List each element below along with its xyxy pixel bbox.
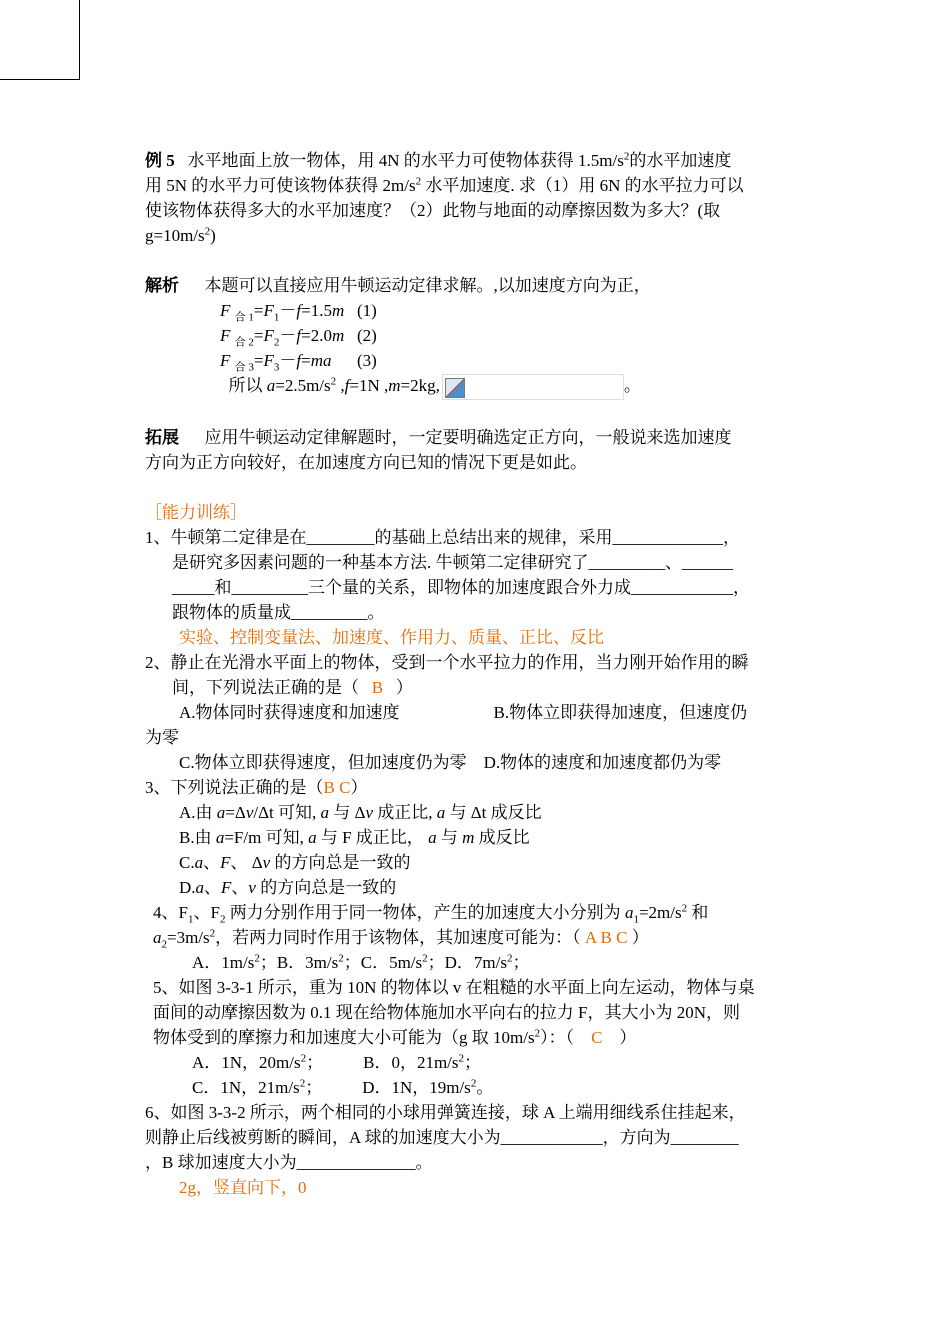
q5-line-3: 物体受到的摩擦力和加速度大小可能为（g 取 $10m/s^2$）：（ C ）: [153, 1027, 637, 1048]
example-5-line-1: 例 5 水平地面上放一物体，用 4N 的水平力可使物体获得 $1.5m/s^2$的水平加速度: [145, 150, 732, 170]
corner-box: [0, 0, 80, 80]
extension-line-1: 拓展 应用牛顿运动定律解题时，一定要明确选定正方向，一般说来选加速度: [145, 428, 732, 448]
q4-line-1: 4、$F_1$、$F_2$ 两力分别作用于同一物体，产生的加速度大小分别为 $a_1=2m/s^2$ 和: [153, 902, 709, 926]
q1-line-1: 1、牛顿第二定律是在________的基础上总结出来的规律，采用_____________，: [145, 528, 740, 548]
example-5-line-2: 用 5N 的水平力可使该物体获得 $2m/s^2$ 水平加速度. 求（1）用 6N 的水平拉力可以: [145, 175, 744, 195]
q6-line-1: 6、如图 3-3-2 所示，两个相同的小球用弹簧连接，球 A 上端用细线系住挂起来，: [145, 1103, 746, 1123]
q6-answer: 2g，竖直向下，0: [179, 1178, 307, 1198]
q4-options: A．$1m/s^2$；B．$3m/s^2$；C．$5m/s^2$；D．$7m/s^2$；: [192, 952, 530, 973]
q2-line-2: 间，下列说法正确的是（ B ）: [172, 678, 413, 698]
q2-line-1: 2、静止在光滑水平面上的物体，受到一个水平拉力的作用，当力刚开始作用的瞬: [145, 653, 749, 673]
q3-option-b: B.由 a=F/m 可知, a 与 F 成正比， a 与 m 成反比: [179, 828, 530, 848]
q3-answer: B C: [323, 778, 351, 798]
q3-option-c: C.a、F、 Δv 的方向总是一致的: [179, 853, 411, 873]
q2-answer: B: [371, 678, 384, 698]
q5-answer: C: [591, 1028, 603, 1048]
q2-option-b-cont: 为零: [145, 728, 179, 748]
q1-line-3: _____和_________三个量的关系，即物体的加速度跟合外力成____________，: [172, 578, 750, 598]
image-icon: [445, 378, 465, 398]
training-title: ［能力训练］: [145, 503, 247, 523]
broken-image-placeholder: [442, 374, 624, 400]
q4-answer: A B C: [584, 928, 628, 948]
q6-line-3: ，B 球加速度大小为______________。: [145, 1153, 433, 1173]
equation-1: F $_{合 1}=F_1-f=1.5m$ (1): [220, 301, 377, 324]
q5-line-2: 面间的动摩擦因数为 0.1 现在给物体施加水平向右的拉力 F，其大小为 20N，则: [153, 1003, 740, 1023]
q6-line-2: 则静止后线被剪断的瞬间，A 球的加速度大小为____________，方向为________: [145, 1128, 739, 1148]
analysis-line: 解析 本题可以直接应用牛顿运动定律求解。,以加速度方向为正，: [145, 276, 651, 295]
q2-options-cd: C.物体立即获得速度，但加速度仍为零 D.物体的速度和加速度都仍为零: [179, 753, 722, 773]
example-5-line-3: 使该物体获得多大的水平加速度？（2）此物与地面的动摩擦因数为多大？(取: [145, 201, 721, 220]
extension-line-2: 方向为正方向较好，在加速度方向已知的情况下更是如此。: [145, 453, 587, 473]
equation-2: F $_{合 2}=F_2-f=2.0m$ (2): [220, 326, 377, 349]
q3-option-d: D.a、F、v 的方向总是一致的: [179, 878, 397, 898]
q1-answer: 实验、控制变量法、加速度、作用力、质量、正比、反比: [179, 628, 604, 648]
equation-3: F $_{合 3}=F_3-f=ma$ (3): [220, 351, 377, 374]
equation-result: 所以 $a=2.5m/s^2$ ,f=1N ,m=2kg, 。: [145, 373, 815, 400]
q3-option-a: A.由 a=Δv/Δt 可知, a 与 Δv 成正比, a 与 Δt 成反比: [179, 803, 542, 823]
example-5-line-4: $g=10m/s^2$): [145, 225, 216, 245]
q1-line-4: 跟物体的质量成_________。: [172, 603, 385, 623]
q1-line-2: 是研究多因素问题的一种基本方法. 牛顿第二定律研究了_________、______: [172, 553, 733, 573]
q2-options-ab: A.物体同时获得速度和加速度 B.物体立即获得加速度，但速度仍: [179, 703, 748, 723]
q3-stem: 3、下列说法正确的是（B C）: [145, 778, 368, 798]
q5-options-ab: A．1N，$20m/s^2$； B．0，$21m/s^2$；: [192, 1052, 482, 1073]
document-body: [145, 148, 815, 1200]
q5-line-1: 5、如图 3-3-1 所示，重为 10N 的物体以 v 在粗糙的水平面上向左运动，物体与桌: [153, 978, 755, 998]
q4-line-2: $a_2=3m/s^2$，若两力同时作用于该物体，其加速度可能为：（ A B C ）: [153, 927, 649, 951]
q5-options-cd: C．1N，$21m/s^2$； D．1N，$19m/s^2$。: [192, 1077, 494, 1098]
